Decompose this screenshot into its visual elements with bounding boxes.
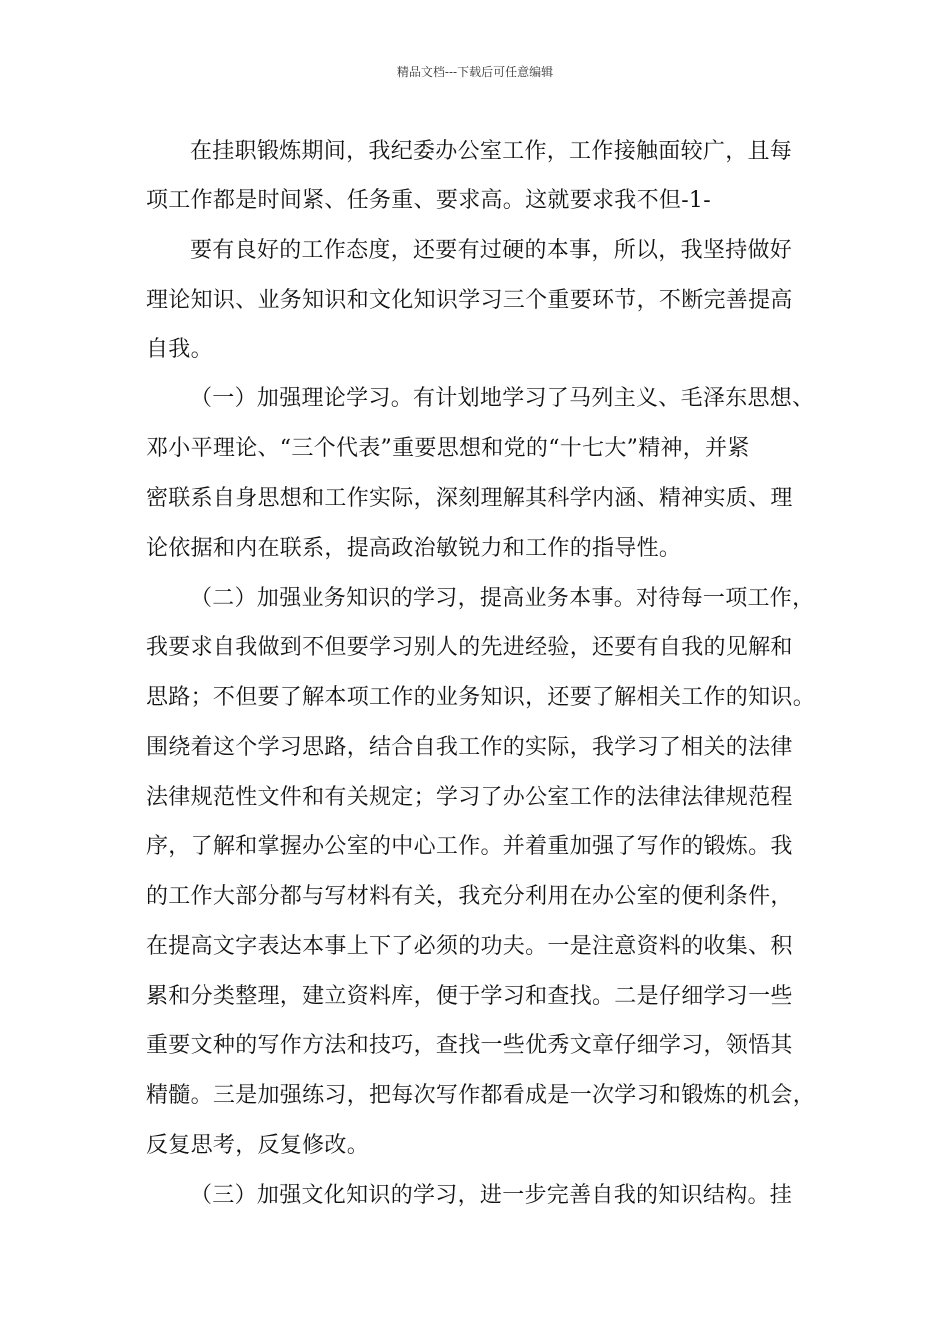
paragraph-line: 自我。	[146, 337, 213, 362]
paragraph-line: 思路；不但要了解本项工作的业务知识，还要了解相关工作的知识。	[146, 685, 816, 710]
paragraph-line: 项工作都是时间紧、任务重、要求高。这就要求我不但-1-	[146, 188, 711, 213]
paragraph-line: 累和分类整理，建立资料库，便于学习和查找。二是仔细学习一些	[146, 984, 793, 1009]
paragraph-line: 围绕着这个学习思路，结合自我工作的实际，我学习了相关的法律	[146, 735, 793, 760]
paragraph-line: 精髓。三是加强练习，把每次写作都看成是一次学习和锻炼的机会，	[146, 1083, 816, 1108]
paragraph-line: 反复思考，反复修改。	[146, 1133, 370, 1158]
paragraph-line: 邓小平理论、“三个代表”重要思想和党的“十七大”精神，并紧	[146, 436, 750, 461]
paragraph-line: 在挂职锻炼期间，我纪委办公室工作，工作接触面较广，且每	[190, 139, 793, 164]
paragraph-line: （二）加强业务知识的学习，提高业务本事。对待每一项工作，	[190, 586, 815, 611]
paragraph-line: （一）加强理论学习。有计划地学习了马列主义、毛泽东思想、	[190, 386, 815, 411]
paragraph-line: 的工作大部分都与写材料有关，我充分利用在办公室的便利条件，	[146, 884, 793, 909]
paragraph-line: 论依据和内在联系，提高政治敏锐力和工作的指导性。	[146, 536, 682, 561]
paragraph-line: 序，了解和掌握办公室的中心工作。并着重加强了写作的锻炼。我	[146, 834, 793, 859]
paragraph-line: 法律规范性文件和有关规定；学习了办公室工作的法律法律规范程	[146, 785, 793, 810]
page-header: 精品文档---下载后可任意编辑	[396, 65, 554, 79]
paragraph-line: 重要文种的写作方法和技巧，查找一些优秀文章仔细学习，领悟其	[146, 1033, 793, 1058]
paragraph-line: 我要求自我做到不但要学习别人的先进经验，还要有自我的见解和	[146, 635, 793, 660]
paragraph-line: 要有良好的工作态度，还要有过硬的本事，所以，我坚持做好	[190, 238, 793, 263]
paragraph-line: （三）加强文化知识的学习，进一步完善自我的知识结构。挂	[190, 1183, 793, 1208]
paragraph-line: 理论知识、业务知识和文化知识学习三个重要环节，不断完善提高	[146, 288, 793, 313]
paragraph-line: 在提高文字表达本事上下了必须的功夫。一是注意资料的收集、积	[146, 934, 793, 959]
paragraph-line: 密联系自身思想和工作实际，深刻理解其科学内涵、精神实质、理	[146, 486, 793, 511]
